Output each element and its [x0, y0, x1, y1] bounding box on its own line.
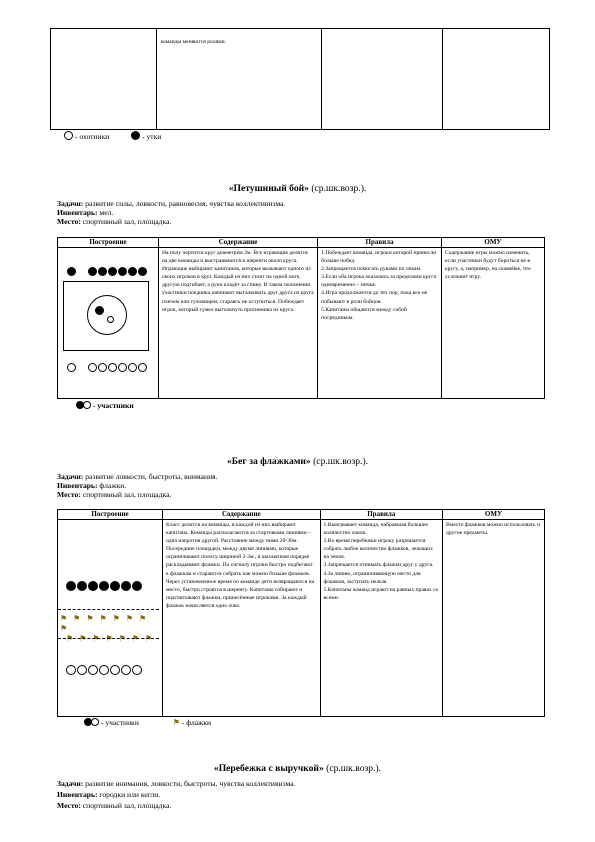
game3-task-label: Задачи:: [57, 779, 84, 788]
hunter-circle-icon: [64, 131, 73, 140]
game1-header-content: Содержание: [158, 238, 317, 248]
game3-place-label: Место:: [57, 801, 81, 810]
game1-legend-label: - участники: [92, 401, 134, 410]
game2-construction-cell: [58, 520, 163, 717]
game1-task: [57, 199, 547, 208]
game2-team-dark-row: [66, 578, 142, 596]
player-light-icon: [88, 665, 98, 675]
participant-light-icon: [91, 718, 99, 726]
game2-legend-participants: - участники: [100, 718, 139, 727]
player-dark-icon: [138, 267, 147, 276]
game2-inventory: [57, 481, 547, 490]
fighter-dark-icon: [95, 306, 104, 315]
game1-task-text: развитие силы, ловкости, равновесия, чувства коллективизма.: [83, 199, 286, 208]
game2-legend-flags: - флажки: [181, 718, 212, 727]
game1-inventory-text: мел.: [97, 208, 114, 217]
player-dark-icon: [118, 267, 127, 276]
player-light-icon: [110, 665, 120, 675]
game3-title: [0, 763, 595, 774]
top-table: [50, 28, 550, 130]
game1-meta: [57, 199, 547, 226]
legend-ducks-label: - утки: [142, 132, 162, 141]
top-table-cell-omu: [443, 29, 550, 130]
game3-inventory: [57, 789, 547, 800]
game3-task-text: развитие внимания, ловкости, быстроты, чувства коллективизма.: [83, 779, 296, 788]
game2-table: [57, 509, 545, 717]
player-light-icon: [138, 363, 147, 372]
game2-omu-cell: Вместо флажков можно использовать и другие предметы.: [443, 520, 545, 717]
game1-header-omu: ОМУ: [441, 238, 544, 248]
flag-row-icon: ⚑ ⚑ ⚑ ⚑ ⚑ ⚑ ⚑ ⚑: [60, 614, 149, 633]
game1-legend: [76, 401, 134, 410]
player-dark-icon: [88, 581, 98, 591]
player-dark-icon: [77, 581, 87, 591]
player-light-icon: [77, 665, 87, 675]
game2-meta: [57, 472, 547, 499]
game2-task-text: развитие ловкости, быстроты, внимания.: [83, 472, 218, 481]
flag-icon: ⚑: [172, 718, 180, 727]
player-dark-icon: [88, 267, 97, 276]
game3-title-name: «Перебежка с выручкой»: [213, 763, 324, 774]
game2-inventory-label: Инвентарь:: [57, 481, 98, 490]
game2-rules-cell: 1.Выигрывает команда, набравшая большее количество очков. 2.Во время перебежки игроку разрешается собрать любое количество флажков, лежащих на земле. 3.Запрещается отнимать флажки друг у друга. 4.За линию, ограничивающую место для флажков, заступать нельзя. 5.Капитаны команд играют на равных правах со всеми.: [320, 520, 443, 717]
game1-title: [0, 183, 595, 194]
game2-flags-zone: [60, 614, 157, 643]
game1-content-cell: На полу чертится круг диаметром 2м. Все играющие делятся на две команды и выстраиваются в шеренги около круга. Играющие выбирают капитанов, которые вызывают одного из своих игроков в круг. Каждый из них стоит на одной ноге, другую подгибает, а руки кладёт за спину. В таком положении участники поединка начинают выталкивать друг друга из круга плечом или туловищем, стараясь не оступиться. Побеждает игрок, который сумел вытолкнуть противника из круга.: [158, 248, 317, 399]
legend-hunters-ducks: [64, 131, 161, 141]
game3-inventory-text: городки или кегли.: [97, 790, 161, 799]
player-dark-icon: [110, 581, 120, 591]
player-dark-icon: [121, 581, 131, 591]
game3-inventory-label: Инвентарь:: [57, 790, 98, 799]
game2-header-construction: Построение: [58, 510, 163, 520]
game2-header-omu: ОМУ: [443, 510, 545, 520]
top-table-cell-construction: [51, 29, 157, 130]
participant-light-icon: [83, 401, 91, 409]
player-light-icon: [132, 665, 142, 675]
player-dark-icon: [128, 267, 137, 276]
game1-construction-cell: [58, 248, 159, 399]
top-table-cell-rules: [321, 29, 443, 130]
game3-place: [57, 800, 547, 811]
game1-inventory-label: Инвентарь:: [57, 208, 98, 217]
game2-task: [57, 472, 547, 481]
game1-title-name: «Петушиный бой»: [228, 183, 309, 194]
game1-place-label: Место:: [57, 217, 81, 226]
game2-header-content: Содержание: [163, 510, 321, 520]
player-dark-icon: [98, 267, 107, 276]
player-light-icon: [98, 363, 107, 372]
game2-title-name: «Бег за флажками»: [226, 456, 311, 467]
game3-meta: [57, 778, 547, 811]
game2-inventory-text: флажки.: [97, 481, 127, 490]
game1-table: [57, 237, 545, 399]
player-dark-icon: [108, 267, 117, 276]
game2-header-rules: Правила: [320, 510, 443, 520]
game2-content-cell: Класс делится на команды, в каждой из них выбирают капитана. Команды располагаются за стартовыми линиями – одна напротив другой. Расстояние между ними 20-30м. Посередине площадки, между двумя линиями, которые ограничивают полосу шириной 2-3м., в шахматном порядке раскладывают флажки. По сигналу игроки быстро подбегают к флажкам и стараются собрать как можно больше флажков. Через установленное время по команде дети возвращаются на место, быстро строятся в шеренгу. Капитаны собирают и подсчитывают флажки, принесённые игроками. За каждый флажок начисляется одно очко.: [163, 520, 321, 717]
game1-place: [57, 217, 547, 226]
player-light-icon: [66, 665, 76, 675]
game1-team-dark-row: [67, 263, 147, 281]
game2-start-line-bottom: [58, 638, 159, 639]
player-dark-icon: [99, 581, 109, 591]
player-light-icon: [88, 363, 97, 372]
player-dark-icon: [132, 581, 142, 591]
player-dark-icon: [66, 581, 76, 591]
player-light-icon: [67, 363, 76, 372]
game2-title: [0, 456, 595, 467]
player-light-icon: [128, 363, 137, 372]
game2-team-light-row: [66, 662, 142, 680]
game2-place-text: спортивный зал, площадка.: [80, 490, 172, 499]
top-table-cell-content: [157, 29, 321, 130]
game1-rules-cell: 1.Побеждает команда, игроки которой принесли больше побед. 2.Запрещается помогать руками по очкам. 3.Если оба игрока оказались за пределами круга одновременно – ничья. 4.Игра продолжается до тех пор, пока все не побывают в роли бойцов. 5.Капитаны общаются между собой посредником.: [318, 248, 442, 399]
game3-task: [57, 778, 547, 789]
top-table-content-text: команды меняются ролями.: [160, 39, 227, 45]
game3-place-text: спортивный зал, площадка.: [80, 801, 172, 810]
duck-circle-icon: [131, 131, 140, 140]
game1-omu-cell: Содержание игры можно изменить, если участники будут бороться не в кругу, а, например, на скамейке, что усложнит игру.: [441, 248, 544, 399]
game1-title-age: (ср.шк.возр.).: [308, 183, 367, 194]
flag-row-icon: ⚑ ⚑ ⚑ ⚑ ⚑ ⚑ ⚑: [66, 634, 155, 643]
game1-header-construction: Построение: [58, 238, 159, 248]
player-light-icon: [118, 363, 127, 372]
game1-team-light-row: [67, 359, 147, 377]
game3-title-age: (ср.шк.возр.).: [323, 763, 382, 774]
game2-title-age: (ср.шк.возр.).: [310, 456, 369, 467]
player-light-icon: [99, 665, 109, 675]
player-dark-icon: [67, 267, 76, 276]
player-light-icon: [121, 665, 131, 675]
game1-place-text: спортивный зал, площадка.: [80, 217, 172, 226]
game1-fight-circle: [87, 295, 127, 335]
game2-task-label: Задачи:: [57, 472, 84, 481]
game2-place-label: Место:: [57, 490, 81, 499]
game2-legend: [84, 718, 211, 727]
legend-hunters-label: - охотники: [74, 132, 110, 141]
game2-place: [57, 490, 547, 499]
game1-header-rules: Правила: [318, 238, 442, 248]
fighter-light-icon: [107, 316, 114, 323]
player-light-icon: [108, 363, 117, 372]
game1-inventory: [57, 208, 547, 217]
game1-task-label: Задачи:: [57, 199, 84, 208]
game2-start-line-top: [58, 609, 159, 610]
